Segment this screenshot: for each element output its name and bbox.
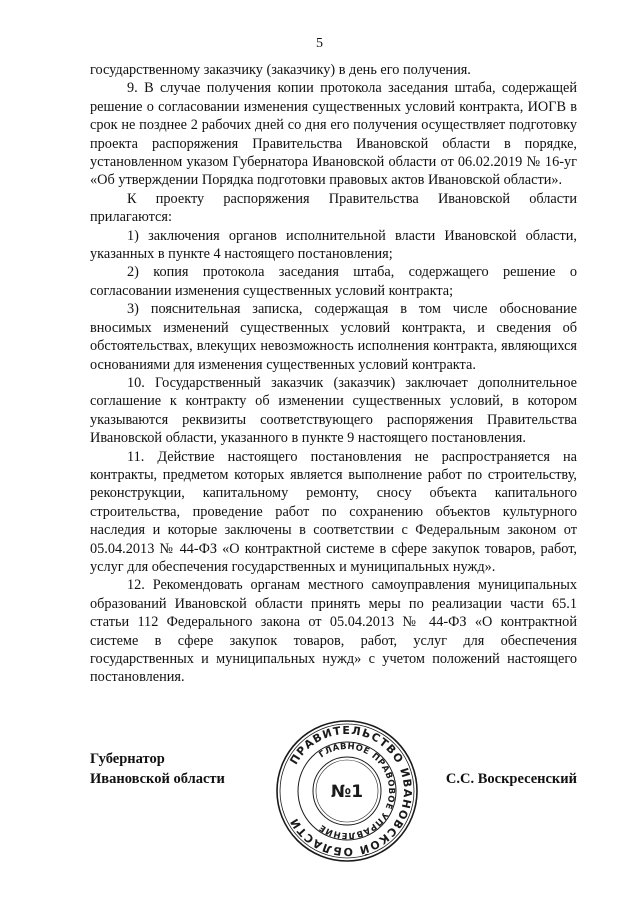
- svg-text:ГЛАВНОЕ ПРАВОВОЕ УПРАВЛЕНИЕ: ГЛАВНОЕ ПРАВОВОЕ УПРАВЛЕНИЕ: [317, 741, 397, 841]
- paragraph-9-item-2: 2) копия протокола заседания штаба, содержащего решение о согласовании изменения существенных условий контракта;: [90, 264, 577, 299]
- signatory-title-line-2: Ивановской области: [90, 770, 225, 787]
- svg-text:ПРАВИТЕЛЬСТВО ИВАНОВСКОЙ ОБЛАС: ПРАВИТЕЛЬСТВО ИВАНОВСКОЙ ОБЛАСТИ: [287, 723, 415, 859]
- paragraph-8-end: государственному заказчику (заказчику) в день его получения.: [90, 62, 471, 78]
- document-body: [90, 61, 577, 687]
- paragraph-9-item-1: 1) заключения органов исполнительной власти Ивановской области, указанных в пункте 4 настоящего постановления;: [90, 227, 577, 263]
- svg-text:№1: №1: [330, 782, 364, 802]
- paragraph-12: 12. Рекомендовать органам местного самоуправления муниципальных образований Ивановской области принять меры по реализации части 65.1 статьи 112 Федерального закона от 05.04.2013 № 44-ФЗ «О контрактной системе в сфере закупок товаров, работ, услуг для обеспечения государственных и муниципальных нужд» с учетом положений настоящего постановления.: [90, 577, 577, 686]
- paragraph-9-item-3: 3) пояснительная записка, содержащая в том числе обоснование вносимых изменений существенных условий контракта, и сведения об обстоятельствах, влекущих невозможность исполнения контракта, являющихся основаниями для изменения существенных условий контракта.: [90, 301, 577, 373]
- paragraph-9: 9. В случае получения копии протокола заседания штаба, содержащей решение о согласовании изменения существенных условий контракта, ИОГВ в срок не позднее 2 рабочих дней со дня его получения осуществляет подготовку проекта распоряжения Правительства Ивановской области в порядке, установленном указом Губернатора Ивановской области от 06.02.2019 № 16-уг «Об утверждении Порядка подготовки правовых актов Ивановской области».: [90, 80, 577, 189]
- paragraph-10: 10. Государственный заказчик (заказчик) заключает дополнительное соглашение к контракту об изменении существенных условий, в котором указываются реквизиты соответствующего распоряжения Правительства Ивановской области, указанного в пункте 9 настоящего постановления.: [90, 374, 577, 447]
- signatory-name: С.С. Воскресенский: [445, 770, 577, 787]
- official-seal: [272, 716, 422, 866]
- seal-graphic: [272, 716, 422, 866]
- signature-block: [90, 723, 577, 870]
- signatory-title-line-1: Губернатор: [90, 751, 165, 767]
- paragraph-9-attachments: К проекту распоряжения Правительства Ивановской области прилагаются:: [90, 190, 577, 226]
- page-number: 5: [316, 36, 323, 51]
- paragraph-11: 11. Действие настоящего постановления не распространяется на контракты, предметом которых является выполнение работ по строительству, реконструкции, капитальному ремонту, сносу объекта капитального строительства, проведение работ по сохранению объектов культурного наследия и которые заключены в соответствии с Федеральным законом от 05.04.2013 № 44-ФЗ «О контрактной системе в сфере закупок товаров, работ, услуг для обеспечения государственных и муниципальных нужд».: [90, 448, 577, 575]
- signatory-title: [90, 750, 225, 789]
